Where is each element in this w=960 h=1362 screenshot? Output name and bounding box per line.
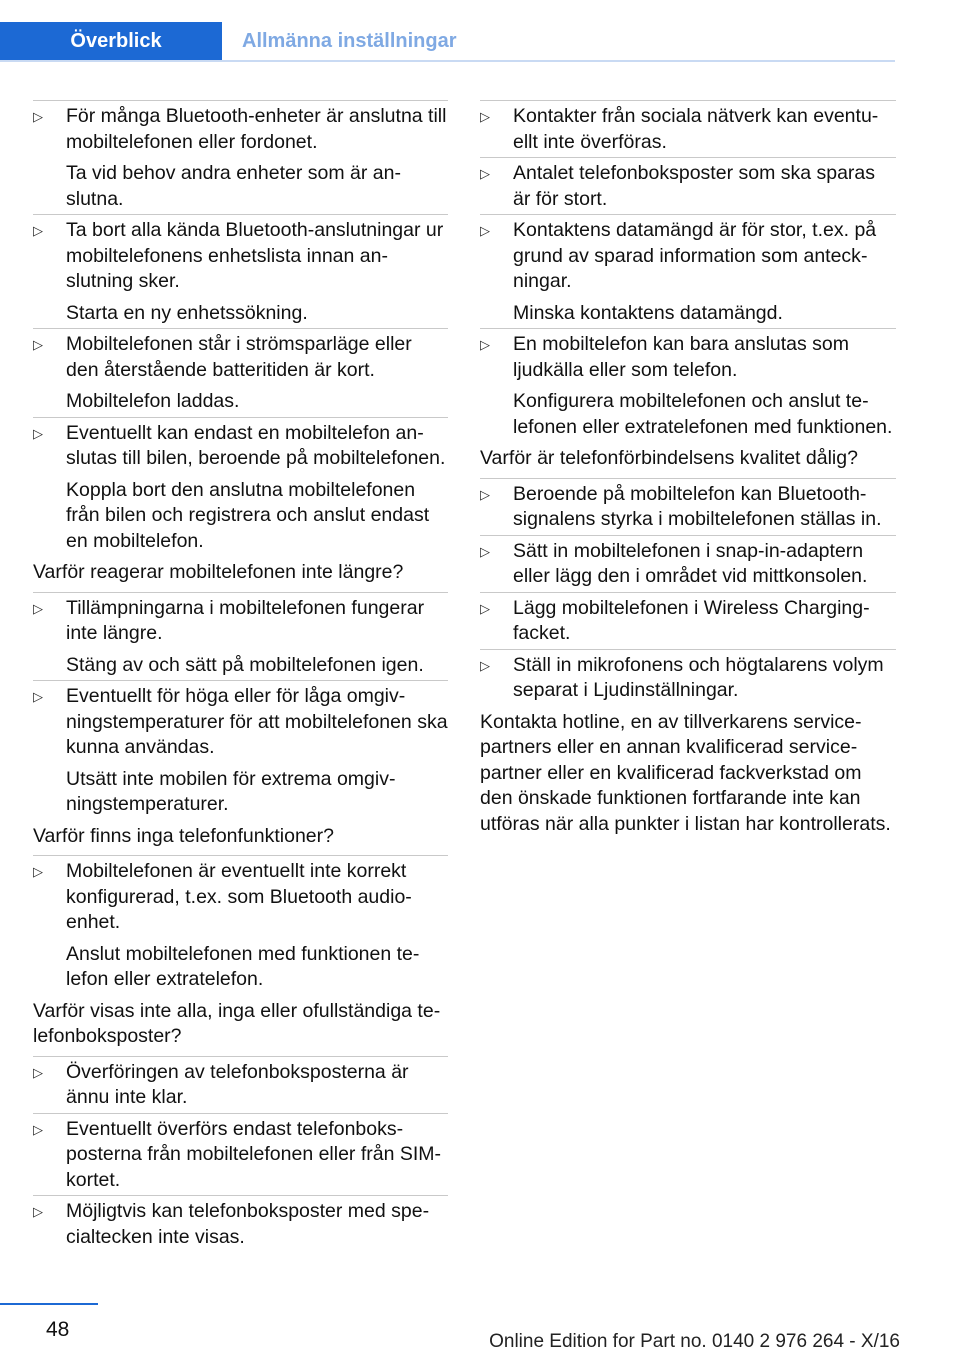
triangle-bullet-icon: ▷	[33, 864, 43, 879]
list-item	[480, 653, 896, 704]
question-heading: Varför visas inte alla, inga eller ofullständiga telefonboksposter?	[33, 999, 441, 1047]
item-action: Mobiltelefon laddas.	[66, 390, 240, 412]
triangle-bullet-icon: ▷	[33, 600, 43, 616]
item-text: För många Bluetooth-enheter är anslutna till mobiltelefonen eller fordonet.	[66, 105, 447, 153]
item-text: Ställ in mikrofonens och högtalarens volym separat i Ljudinställningar.	[513, 653, 884, 701]
triangle-bullet-icon: ▷	[480, 337, 490, 352]
header-divider	[0, 60, 895, 62]
item-text: Tillämpningarna i mobiltelefonen fungerar inte längre.	[66, 596, 425, 644]
triangle-bullet-icon: ▷	[480, 223, 490, 238]
triangle-bullet-icon: ▷	[480, 600, 490, 616]
triangle-bullet-icon: ▷	[480, 109, 490, 124]
item-text: Ta bort alla kända Bluetooth-anslutningar ur mobiltelefonens enhetslista innan anslutning sker.	[66, 219, 444, 292]
list-item	[480, 332, 896, 440]
item-text: Mobiltelefonen är eventuellt inte korrekt konfigurerad, t.ex. som Bluetooth audio-enhet.	[66, 860, 412, 933]
list-item	[480, 482, 896, 533]
list-item	[33, 1199, 448, 1250]
list-item	[33, 596, 448, 679]
list-item	[33, 218, 448, 326]
list-item	[33, 684, 448, 818]
triangle-bullet-icon: ▷	[33, 1204, 43, 1219]
item-text: Överföringen av telefonboksposterna är ännu inte klar.	[66, 1060, 409, 1108]
item-action: Stäng av och sätt på mobiltelefonen igen.	[66, 653, 424, 676]
left-column	[33, 104, 448, 1256]
list-item	[480, 161, 896, 212]
triangle-bullet-icon: ▷	[480, 486, 490, 502]
triangle-bullet-icon: ▷	[33, 425, 43, 441]
list-item	[480, 539, 896, 590]
item-action: Starta en ny enhetssökning.	[66, 301, 308, 324]
question-heading: Varför är telefonförbindelsens kvalitet dålig?	[480, 447, 858, 469]
list-item	[480, 104, 896, 155]
item-action: Utsätt inte mobilen för extrema omgivningstemperaturer.	[66, 767, 396, 815]
item-text: Beroende på mobiltelefon kan Bluetooth-signalens styrka i mobiltelefonen ställas in.	[513, 482, 882, 530]
item-action: Ta vid behov andra enheter som är anslutna.	[66, 162, 401, 210]
triangle-bullet-icon: ▷	[33, 223, 43, 238]
right-column	[480, 104, 896, 837]
list-item	[33, 421, 448, 555]
tab-overview[interactable]: Överblick	[0, 22, 222, 60]
list-item	[33, 332, 448, 415]
item-text: Lägg mobiltelefonen i Wireless Charging-facket.	[513, 596, 870, 644]
tab-general-settings[interactable]: Allmänna inställningar	[242, 29, 457, 52]
edition-note: Online Edition for Part no. 0140 2 976 264 - X/16	[489, 1331, 900, 1352]
item-text: Eventuellt för höga eller för låga omgivningstemperaturer för att mobiltelefonen ska kunna användas.	[66, 685, 448, 758]
contact-paragraph: Kontakta hotline, en av tillverkarens servicepartners eller en annan kvalificerad servicepartner eller en kvalificerad fackverkstad om den önskade funktionen fortfarande inte kan utföras när alla punkter i listan har kontrollerats.	[480, 710, 891, 835]
question-heading: Varför reagerar mobiltelefonen inte längre?	[33, 561, 404, 583]
item-action: Anslut mobiltelefonen med funktionen telefon eller extratelefon.	[66, 942, 420, 990]
triangle-bullet-icon: ▷	[480, 166, 490, 181]
item-text: Eventuellt kan endast en mobiltelefon anslutas till bilen, beroende på mobiltelefonen.	[66, 421, 446, 469]
item-text: Sätt in mobiltelefonen i snap-in-adaptern eller lägg den i området vid mittkonsolen.	[513, 539, 868, 587]
item-text: Eventuellt överförs endast telefonboksposterna från mobiltelefonen eller från SIM-kortet.	[66, 1117, 442, 1191]
triangle-bullet-icon: ▷	[33, 1064, 43, 1080]
item-text: Kontakter från sociala nätverk kan eventuellt inte överföras.	[513, 105, 879, 153]
footer-divider	[0, 1303, 98, 1305]
item-text: Antalet telefonboksposter som ska sparas är för stort.	[513, 162, 876, 210]
list-item	[480, 596, 896, 647]
triangle-bullet-icon: ▷	[33, 1121, 43, 1137]
page-number: 48	[46, 1318, 70, 1341]
item-action: Minska kontaktens datamängd.	[513, 301, 783, 324]
list-item	[33, 1117, 448, 1194]
item-text: Mobiltelefonen står i strömsparläge eller den återstående batteritiden är kort.	[66, 333, 412, 381]
triangle-bullet-icon: ▷	[480, 657, 490, 673]
list-item	[33, 104, 448, 212]
triangle-bullet-icon: ▷	[480, 543, 490, 559]
question-heading: Varför finns inga telefonfunktioner?	[33, 824, 334, 847]
item-text: En mobiltelefon kan bara anslutas som ljudkälla eller som telefon.	[513, 333, 850, 381]
triangle-bullet-icon: ▷	[33, 689, 43, 704]
item-action: Konfigurera mobiltelefonen och anslut telefonen eller extratelefonen med funktionen.	[513, 390, 893, 438]
triangle-bullet-icon: ▷	[33, 109, 43, 124]
list-item	[480, 218, 896, 326]
triangle-bullet-icon: ▷	[33, 337, 43, 352]
list-item	[33, 859, 448, 993]
list-item	[33, 1060, 448, 1111]
item-text: Möjligtvis kan telefonboksposter med specialtecken inte visas.	[66, 1200, 430, 1248]
item-text: Kontaktens datamängd är för stor, t.ex. på grund av sparad information som anteckningar.	[513, 219, 877, 292]
header	[0, 22, 895, 62]
item-action: Koppla bort den anslutna mobiltelefonen från bilen och registrera och anslut endast en mobiltelefon.	[66, 478, 430, 552]
